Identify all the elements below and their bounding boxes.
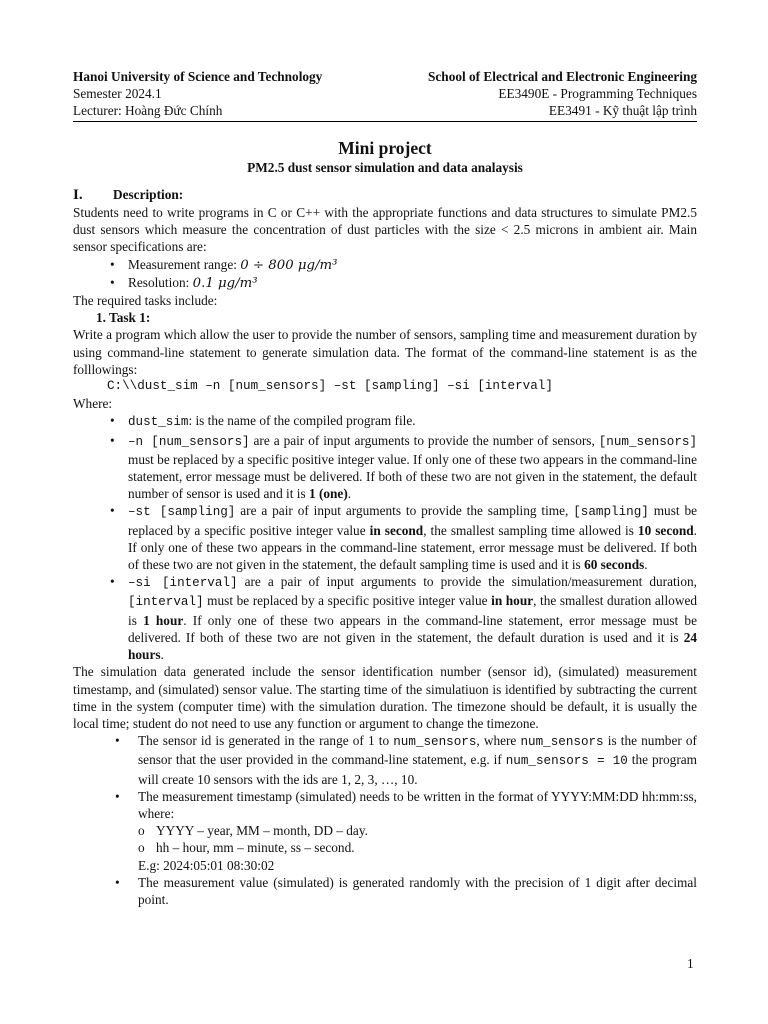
data-field-list	[73, 732, 697, 908]
section-heading	[73, 186, 697, 204]
command-line-example: C:\\dust_sim –n [num_sensors] –st [sampling] –si [interval]	[107, 379, 553, 394]
simulation-data-paragraph: The simulation data generated include the sensor identification number (sensor id), (simulated) measurement timestamp, and (simulated) sensor value. The starting time of the simulatiuon is identified by subtracting the current time in the system (computer time) with the simulation duration. The timezone should be default, it is usually the local time; student do not need to use any function or argument to change the timezone.	[73, 664, 697, 731]
list-item: • Resolution: 0.1 μg/m³	[73, 274, 697, 292]
header-row-1	[73, 68, 697, 85]
page-title: Mini project	[338, 137, 432, 158]
task-intro-paragraph: Write a program which allow the user to provide the number of sensors, sampling time and measurement duration by using command-line statement to generate simulation data. The format of the command-line statement is as the folllowings:	[73, 327, 697, 377]
list-item: • –st [sampling] are a pair of input arguments to provide the sampling time, [sampling] must be replaced by a specific positive integer value in second, the smallest sampling time allowed is 10 second. If only one of these two appears in the command-line statement, error message must be delivered. If both of these two are not given in the statement, the default sampling time is used and it is 60 seconds.	[73, 502, 697, 573]
list-item: o YYYY – year, MM – month, DD – day.	[138, 823, 368, 839]
list-item: • dust_sim: is the name of the compiled program file.	[73, 412, 697, 431]
document-page	[73, 68, 697, 908]
page-number: 1	[687, 956, 694, 971]
where-label: Where:	[73, 396, 113, 412]
list-item: • The measurement value (simulated) is generated randomly with the precision of 1 digit after decimal point.	[73, 874, 697, 908]
example-line: E.g: 2024:05:01 08:30:02	[138, 857, 275, 873]
description-paragraph: Students need to write programs in C or C++ with the appropriate functions and data structures to simulate PM2.5 dust sensors which measure the concentration of dust particles with the size < 2.5 microns in ambient air. Main sensor specifications are:	[73, 205, 697, 255]
list-item: • –n [num_sensors] are a pair of input arguments to provide the number of sensors, [num_sensors] must be replaced by a specific positive integer value. If only one of these two appears in the command-line statement, error message must be delivered. If both of these two are not given in the statement, the default number of sensor is used and it is 1 (one).	[73, 432, 697, 503]
university-name: Hanoi University of Science and Technology	[73, 69, 323, 84]
course-code-vn: EE3491 - Kỹ thuật lập trình	[548, 103, 697, 119]
list-item: • The sensor id is generated in the range of 1 to num_sensors, where num_sensors is the number of sensor that the user provided in the command-line statement, e.g. if num_sensors = 10 the program will create 10 sensors with the ids are 1, 2, 3, …, 10.	[73, 732, 697, 788]
argument-list	[73, 412, 697, 663]
header-row-3	[73, 102, 697, 121]
section-title: Description:	[113, 186, 184, 202]
lecturer: Lecturer: Hoàng Đức Chính	[73, 103, 223, 119]
list-item: • Measurement range: 0 ÷ 800 μg/m³	[73, 256, 697, 274]
list-item: o hh – hour, mm – minute, ss – second.	[138, 840, 355, 856]
tasks-intro: The required tasks include:	[73, 293, 218, 309]
task-heading: 1. Task 1:	[96, 310, 151, 326]
page-subtitle: PM2.5 dust sensor simulation and data analaysis	[247, 159, 523, 175]
semester: Semester 2024.1	[73, 86, 162, 102]
school-name: School of Electrical and Electronic Engineering	[428, 69, 697, 84]
list-item: • –si [interval] are a pair of input arguments to provide the simulation/measurement duration, [interval] must be replaced by a specific positive integer value in hour, the smallest duration allowed is 1 hour. If only one of these two appears in the command-line statement, error message must be delivered. If both of these two are not given in the statement, the default duration is used and it is 24 hours.	[73, 573, 697, 663]
header-row-2	[73, 85, 697, 102]
list-item: • The measurement timestamp (simulated) needs to be written in the format of YYYY:MM:DD hh:mm:ss, where:	[73, 788, 697, 822]
spec-list	[73, 256, 697, 292]
section-number: I.	[73, 186, 83, 203]
course-code-en: EE3490E - Programming Techniques	[498, 86, 697, 102]
